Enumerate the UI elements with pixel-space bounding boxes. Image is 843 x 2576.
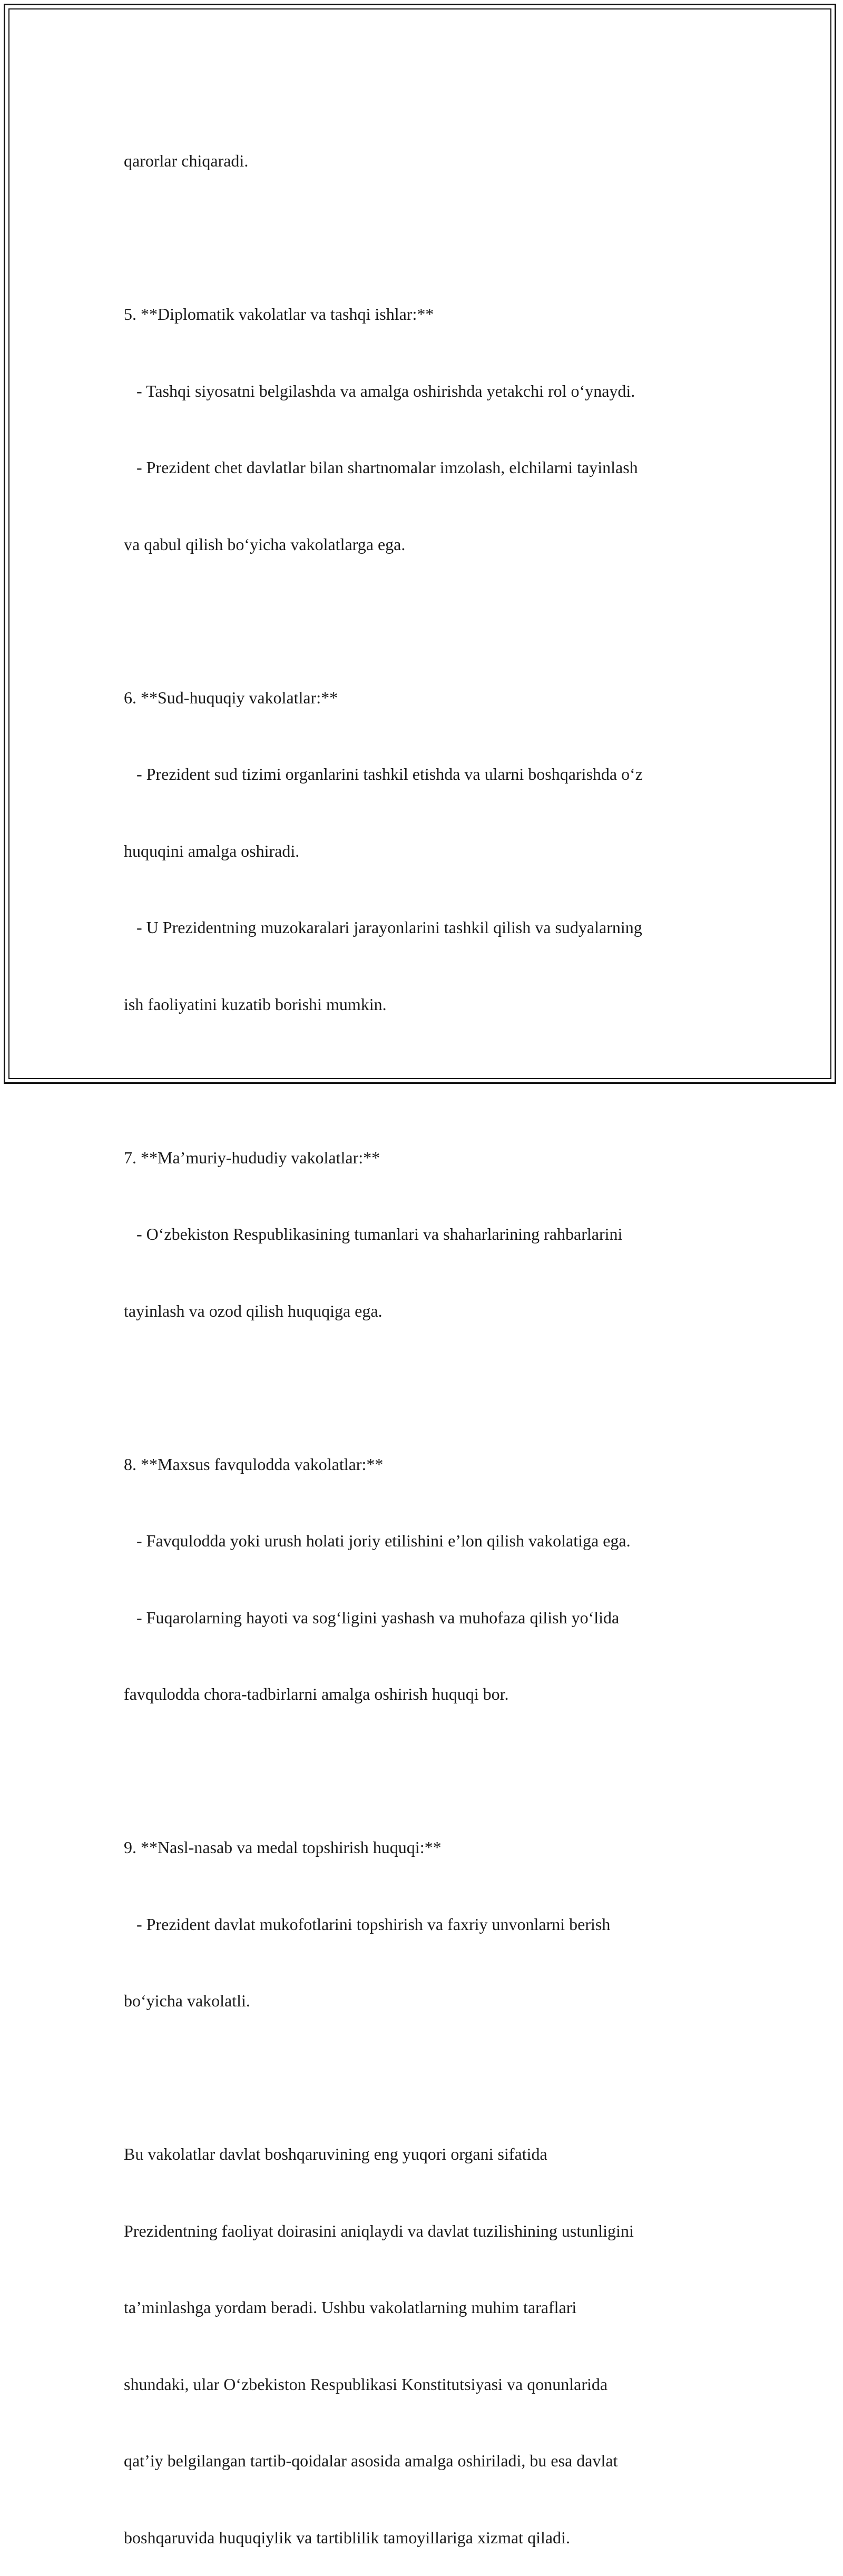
text-line: - U Prezidentning muzokaralari jarayonlarini tashkil qilish va sudyalarning [124,918,642,937]
conclusion-line: shundaki, ular O‘zbekiston Respublikasi Konstitutsiyasi va qonunlarida [124,2374,608,2394]
text-line: bo‘yicha vakolatli. [124,1991,250,2010]
text-line: - Prezident sud tizimi organlarini tashkil etishda va ularni boshqarishda o‘z [124,765,643,783]
paragraph-gap [124,1068,724,1094]
conclusion-line: boshqaruvida huquqiylik va tartiblilik tamoyillariga xizmat qiladi. [124,2528,570,2547]
conclusion-line: Prezidentning faoliyat doirasini aniqlaydi va davlat tuzilishining ustunligini [124,2221,634,2240]
text-line: favqulodda chora-tadbirlarni amalga oshirish huquqi bor. [124,1684,509,1703]
text-line: huquqini amalga oshiradi. [124,841,300,860]
text-line: - Tashqi siyosatni belgilashda va amalga oshirishda yetakchi rol o‘ynaydi. [124,381,635,400]
text-line: - Favqulodda yoki urush holati joriy etilishini e’lon qilish vakolatiga ega. [124,1531,631,1550]
text-line: - Fuqarolarning hayoti va sog‘ligini yashash va muhofaza qilish yo‘lida [124,1608,620,1627]
text-line: tayinlash va ozod qilish huquqiga ega. [124,1301,383,1320]
text-line: qarorlar chiqaradi. [124,151,249,170]
section-heading: 9. **Nasl-nasab va medal topshirish huquqi:** [124,1838,442,1857]
paragraph-gap [124,225,724,251]
text-line: va qabul qilish bo‘yicha vakolatlarga ega. [124,534,406,554]
text-line: - Prezident chet davlatlar bilan shartnomalar imzolash, elchilarni tayinlash [124,458,638,477]
section-heading: 5. **Diplomatik vakolatlar va tashqi ishlar:** [124,305,434,324]
section-heading: 7. **Ma’muriy-hududiy vakolatlar:** [124,1148,380,1167]
section-heading: 6. **Sud-huquqiy vakolatlar:** [124,688,338,707]
text-line: ish faoliyatini kuzatib borishi mumkin. [124,994,387,1014]
paragraph-gap [124,2065,724,2091]
paragraph-gap [124,1375,724,1400]
section-heading: 8. **Maxsus favqulodda vakolatlar:** [124,1454,384,1474]
text-line: - Prezident davlat mukofotlarini topshirish va faxriy unvonlarni berish [124,1914,611,1934]
conclusion-line: ta’minlashga yordam beradi. Ushbu vakolatlarning muhim taraflari [124,2298,577,2317]
document-body [124,97,724,2576]
paragraph-gap [124,1758,724,1784]
conclusion-line: qat’iy belgilangan tartib-qoidalar asosida amalga oshiriladi, bu esa davlat [124,2451,618,2470]
conclusion-line: Bu vakolatlar davlat boshqaruvining eng yuqori organi sifatida [124,2144,547,2163]
paragraph-gap [124,608,724,634]
text-line: - O‘zbekiston Respublikasining tumanlari va shaharlarining rahbarlarini [124,1225,623,1243]
